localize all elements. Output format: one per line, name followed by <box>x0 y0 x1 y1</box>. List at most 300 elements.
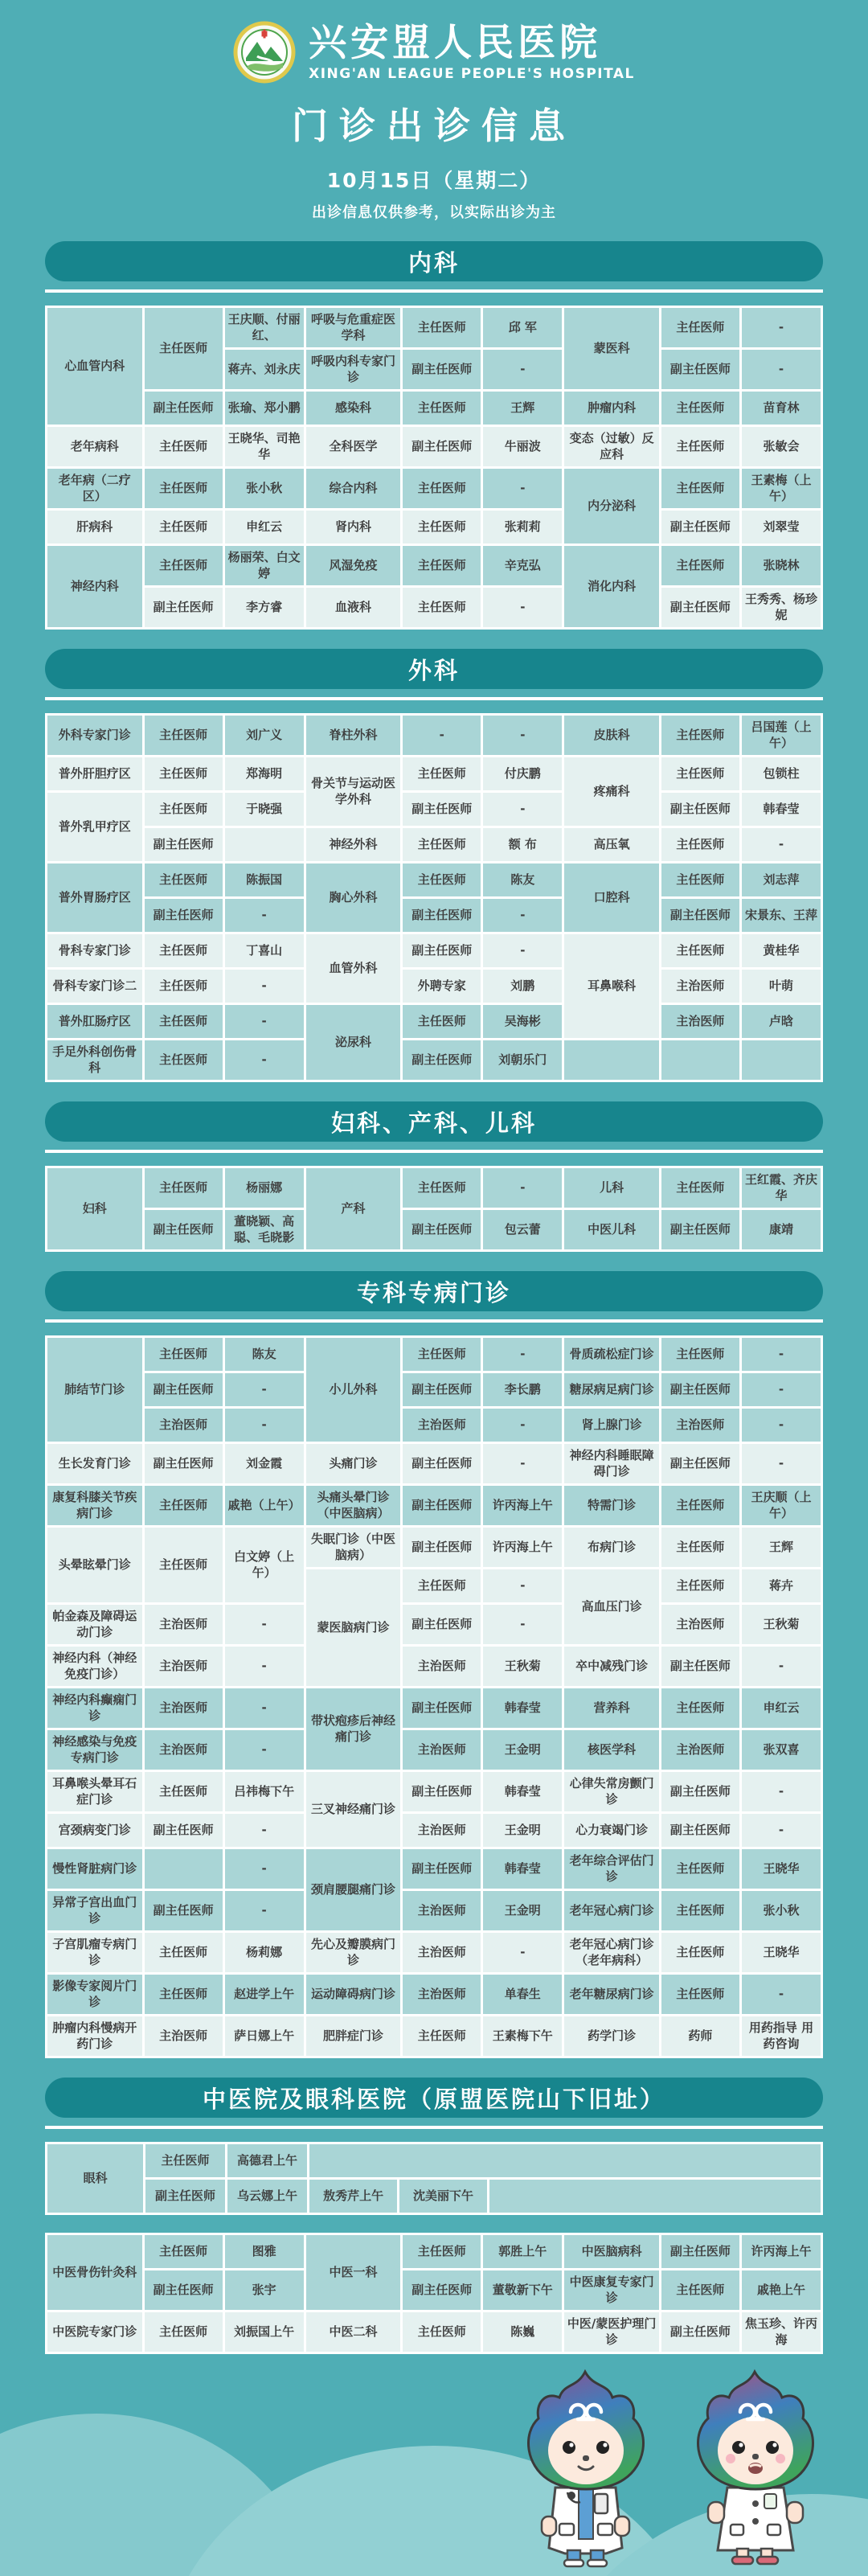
section-divider <box>45 1150 823 1153</box>
table-row <box>47 546 821 585</box>
cell: 包云蕾 <box>483 1210 562 1249</box>
cell: 主任医师 <box>145 1933 223 1972</box>
cell: 主治医师 <box>661 970 739 1003</box>
cell: 主治医师 <box>403 1647 481 1686</box>
cell: 老年病科 <box>47 427 142 466</box>
cell: 宫颈病变门诊 <box>47 1814 142 1847</box>
table-row <box>47 1528 821 1567</box>
cell: 肥胖症门诊 <box>306 2016 401 2056</box>
eye-hospital-table <box>45 2142 823 2215</box>
cell: 主任医师 <box>661 1891 739 1930</box>
cell: 三叉神经痛门诊 <box>306 1772 401 1847</box>
cell: 副主任医师 <box>403 350 481 389</box>
cell: 主任医师 <box>403 588 481 627</box>
cell: 主治医师 <box>661 1730 739 1770</box>
cell: 主任医师 <box>145 546 223 585</box>
cell: 小儿外科 <box>306 1338 401 1442</box>
cell: 主任医师 <box>661 427 739 466</box>
cell: 张小秋 <box>742 1891 821 1930</box>
cell: 刘鹏 <box>483 970 562 1003</box>
cell: 呼吸与危重症医学科 <box>306 308 401 347</box>
cell: 主任医师 <box>145 934 223 967</box>
cell: 王庆顺、付丽红、 <box>225 308 304 347</box>
cell: 陈振国 <box>225 863 304 896</box>
cell: - <box>483 1338 562 1371</box>
cell: 血管外科 <box>306 934 401 1003</box>
cell: 眼科 <box>47 2144 143 2213</box>
cell: 王素梅下午 <box>483 2016 562 2056</box>
cell: 副主任医师 <box>661 1444 739 1483</box>
cell: 申红云 <box>742 1688 821 1728</box>
cell: 高压氧 <box>564 828 659 861</box>
cell: 王晓华 <box>742 1849 821 1889</box>
cell: 杨丽荣、白文婷 <box>225 546 304 585</box>
cell: 中医/蒙医护理门诊 <box>564 2312 659 2352</box>
hospital-logo-icon <box>233 21 296 84</box>
cell: 许丙海上午 <box>742 2235 821 2268</box>
cell: 苗育林 <box>742 392 821 425</box>
cell: 老年病（二疗区） <box>47 469 142 508</box>
cell: 主任医师 <box>661 1338 739 1371</box>
cell: 主任医师 <box>145 970 223 1003</box>
cell: 副主任医师 <box>661 899 739 932</box>
cell: 单春生 <box>483 1975 562 2014</box>
cell: 主治医师 <box>145 1688 223 1728</box>
cell: 肿瘤内科 <box>564 392 659 425</box>
cell: 张宇 <box>225 2270 304 2310</box>
cell: - <box>225 1005 304 1038</box>
cell: 骨关节与运动医学外科 <box>306 757 401 826</box>
cell <box>489 2180 821 2213</box>
table-row <box>47 1409 821 1442</box>
cell: 吕祎梅下午 <box>225 1772 304 1811</box>
cell: 中医一科 <box>306 2235 401 2310</box>
cell: 蒋卉 <box>742 1569 821 1602</box>
cell: 副主任医师 <box>403 1849 481 1889</box>
section-title: 内科 <box>45 241 823 281</box>
table-row <box>47 1814 821 1847</box>
cell: 颈肩腰腿痛门诊 <box>306 1849 401 1930</box>
cell: 主任医师 <box>403 863 481 896</box>
cell: 主治医师 <box>403 1730 481 1770</box>
table-row <box>47 511 821 544</box>
footer <box>0 2357 868 2576</box>
cell: 副主任医师 <box>145 1891 223 1930</box>
cell: 外科专家门诊 <box>47 716 142 755</box>
cell: 主任医师 <box>403 308 481 347</box>
table-row <box>47 1444 821 1483</box>
cell: 副主任医师 <box>145 1373 223 1406</box>
cell: 副主任医师 <box>661 2312 739 2352</box>
cell: 副主任医师 <box>403 1486 481 1525</box>
schedule-date: 10月15日（星期二） <box>326 169 542 192</box>
cell: 营养科 <box>564 1688 659 1728</box>
cell: - <box>483 716 562 755</box>
cell: 主任医师 <box>661 546 739 585</box>
cell: 蒙医科 <box>564 308 659 389</box>
cell: 主任医师 <box>145 1772 223 1811</box>
specialty-clinic-table <box>45 1335 823 2058</box>
cell: 心力衰竭门诊 <box>564 1814 659 1847</box>
cell: 副主任医师 <box>661 1210 739 1249</box>
cell: - <box>742 1647 821 1686</box>
cell: 副主任医师 <box>145 899 223 932</box>
cell: 吕国莲（上午） <box>742 716 821 755</box>
cell: 张小秋 <box>225 469 304 508</box>
cell: 副主任医师 <box>403 1210 481 1249</box>
cell: 主治医师 <box>661 1005 739 1038</box>
cell: 郑海明 <box>225 757 304 790</box>
cell: 副主任医师 <box>403 1688 481 1728</box>
mascots <box>511 2367 829 2568</box>
cell: 副主任医师 <box>403 2270 481 2310</box>
cell: 中医院专家门诊 <box>47 2312 142 2352</box>
cell: - <box>225 1409 304 1442</box>
cell: 主任医师 <box>661 1569 739 1602</box>
cell: 主任医师 <box>403 2235 481 2268</box>
table-row <box>47 392 821 425</box>
table-row <box>47 308 821 347</box>
section-1 <box>45 241 823 630</box>
cell: 子宫肌瘤专病门诊 <box>47 1933 142 1972</box>
cell: 消化内科 <box>564 546 659 627</box>
cell: 丁喜山 <box>225 934 304 967</box>
cell: 老年冠心病门诊 <box>564 1891 659 1930</box>
table-row <box>47 1933 821 1972</box>
cell: 主治医师 <box>145 2016 223 2056</box>
cell: 运动障碍病门诊 <box>306 1975 401 2014</box>
cell: 卒中减残门诊 <box>564 1647 659 1686</box>
cell: - <box>483 1409 562 1442</box>
table-row <box>47 1730 821 1770</box>
cell: 主治医师 <box>403 1409 481 1442</box>
cell: 普外肛肠疗区 <box>47 1005 142 1038</box>
gyn-obs-ped-table <box>45 1166 823 1252</box>
cell: 主任医师 <box>661 392 739 425</box>
cell: 副主任医师 <box>145 392 223 425</box>
cell: 心血管内科 <box>47 308 142 425</box>
cell: 许丙海上午 <box>483 1486 562 1525</box>
cell: 神经内科（神经免疫门诊） <box>47 1647 142 1686</box>
cell: 王金明 <box>483 1891 562 1930</box>
table-row <box>47 1975 821 2014</box>
cell: 儿科 <box>564 1168 659 1208</box>
cell: 主任医师 <box>145 1528 223 1602</box>
cell: - <box>742 1409 821 1442</box>
cell: 副主任医师 <box>661 1373 739 1406</box>
table-row <box>47 2270 821 2310</box>
cell: 耳鼻喉头晕耳石症门诊 <box>47 1772 142 1811</box>
section-divider <box>45 2126 823 2129</box>
cell: 肾上腺门诊 <box>564 1409 659 1442</box>
cell: 主任医师 <box>145 469 223 508</box>
cell: - <box>483 588 562 627</box>
cell: 中医康复专家门诊 <box>564 2270 659 2310</box>
cell: 肾内科 <box>306 511 401 544</box>
cell: 焦玉珍、许丙海 <box>742 2312 821 2352</box>
cell: 肝病科 <box>47 511 142 544</box>
cell: 主治医师 <box>403 1891 481 1930</box>
cell: 高德君上午 <box>227 2144 307 2177</box>
cell: 带状疱疹后神经痛门诊 <box>306 1688 401 1770</box>
table-row <box>47 1891 821 1930</box>
cell: 主任医师 <box>661 1975 739 2014</box>
page-title: 门诊出诊信息 <box>291 105 576 147</box>
cell: 王金明 <box>483 1814 562 1847</box>
table-row <box>47 2016 821 2056</box>
cell: 主任医师 <box>403 1569 481 1602</box>
cell: 变态（过敏）反应科 <box>564 427 659 466</box>
cell: 王晓华 <box>742 1933 821 1972</box>
cell: 副主任医师 <box>661 1772 739 1811</box>
cell: 刘翠莹 <box>742 511 821 544</box>
cell: 主任医师 <box>661 1849 739 1889</box>
cell: 主任医师 <box>145 2144 224 2177</box>
cell: 神经感染与免疫专病门诊 <box>47 1730 142 1770</box>
cell: 药学门诊 <box>564 2016 659 2056</box>
section-title: 中医院及眼科医院（原盟医院山下旧址） <box>45 2078 823 2118</box>
cell: 感染科 <box>306 392 401 425</box>
cell: 普外肝胆疗区 <box>47 757 142 790</box>
table-row <box>47 828 821 861</box>
cell: 王辉 <box>483 392 562 425</box>
cell: - <box>483 899 562 932</box>
cell: 副主任医师 <box>403 899 481 932</box>
cell: - <box>225 1814 304 1847</box>
cell: 风湿免疫 <box>306 546 401 585</box>
cell: 刘振国上午 <box>225 2312 304 2352</box>
cell: 主任医师 <box>661 308 739 347</box>
cell: 主任医师 <box>145 1338 223 1371</box>
cell: 牛丽波 <box>483 427 562 466</box>
cell <box>742 1040 821 1080</box>
cell: 副主任医师 <box>403 1528 481 1567</box>
cell: 内分泌科 <box>564 469 659 544</box>
cell: 主任医师 <box>145 1975 223 2014</box>
cell: 刘广义 <box>225 716 304 755</box>
cell: 主任医师 <box>661 1933 739 1972</box>
table-row <box>47 1168 821 1208</box>
section-2 <box>45 649 823 1082</box>
cell: 王辉 <box>742 1528 821 1567</box>
cell: 老年冠心病门诊（老年病科） <box>564 1933 659 1972</box>
cell: 副主任医师 <box>145 1210 223 1249</box>
cell: 副主任医师 <box>403 1373 481 1406</box>
cell: - <box>225 1373 304 1406</box>
cell: 普外乳甲疗区 <box>47 793 142 861</box>
cell: 中医二科 <box>306 2312 401 2352</box>
table-row <box>47 863 821 896</box>
header <box>0 0 868 222</box>
cell: 主任医师 <box>145 427 223 466</box>
cell: - <box>225 1688 304 1728</box>
cell: 胸心外科 <box>306 863 401 932</box>
cell: - <box>742 828 821 861</box>
cell: 头痛门诊 <box>306 1444 401 1483</box>
cell: 李长鹏 <box>483 1373 562 1406</box>
cell: 韩春莹 <box>483 1688 562 1728</box>
cell: 肿瘤内科慢病开药门诊 <box>47 2016 142 2056</box>
cell: 主任医师 <box>145 793 223 826</box>
cell: 主任医师 <box>661 828 739 861</box>
section-divider <box>45 1319 823 1323</box>
cell: - <box>742 1814 821 1847</box>
cell: 失眠门诊（中医脑病） <box>306 1528 401 1567</box>
cell: 康靖 <box>742 1210 821 1249</box>
table-row <box>47 1688 821 1728</box>
cell: 戚艳上午 <box>742 2270 821 2310</box>
cell: 头晕眩晕门诊 <box>47 1528 142 1602</box>
cell: 副主任医师 <box>145 2270 223 2310</box>
cell: 副主任医师 <box>403 1444 481 1483</box>
table-row <box>47 1605 821 1644</box>
table-row <box>47 427 821 466</box>
brand-names <box>309 20 635 83</box>
cell: 张晓林 <box>742 546 821 585</box>
section-3 <box>45 1101 823 1252</box>
cell: 副主任医师 <box>661 2235 739 2268</box>
section-4 <box>45 1271 823 2058</box>
cell: 副主任医师 <box>661 793 739 826</box>
cell <box>225 828 304 861</box>
cell: - <box>742 1772 821 1811</box>
cell: 用药指导 用药咨询 <box>742 2016 821 2056</box>
cell: 老年综合评估门诊 <box>564 1849 659 1889</box>
cell: - <box>225 1891 304 1930</box>
cell: 陈友 <box>225 1338 304 1371</box>
cell: 骨科专家门诊 <box>47 934 142 967</box>
cell: 全科医学 <box>306 427 401 466</box>
cell: 副主任医师 <box>661 588 739 627</box>
cell: 宋景东、王萍 <box>742 899 821 932</box>
cell: 主任医师 <box>145 1168 223 1208</box>
cell: 副主任医师 <box>403 1772 481 1811</box>
surgery-table <box>45 713 823 1082</box>
cell: 主治医师 <box>145 1647 223 1686</box>
cell: 主任医师 <box>403 2312 481 2352</box>
cell: 综合内科 <box>306 469 401 508</box>
cell: 呼吸内科专家门诊 <box>306 350 401 389</box>
cell: 老年糖尿病门诊 <box>564 1975 659 2014</box>
cell: 主任医师 <box>403 392 481 425</box>
cell: - <box>483 1444 562 1483</box>
cell: - <box>742 350 821 389</box>
nurse-mascot <box>681 2367 829 2568</box>
cell: 主任医师 <box>403 546 481 585</box>
cell: 副主任医师 <box>403 793 481 826</box>
cell: 主任医师 <box>403 1168 481 1208</box>
cell: 张莉莉 <box>483 511 562 544</box>
table-row <box>47 1338 821 1371</box>
cell: 萨日娜上午 <box>225 2016 304 2056</box>
cell: 王秋菊 <box>742 1605 821 1644</box>
cell: 郭胜上午 <box>483 2235 562 2268</box>
cell: 糖尿病足病门诊 <box>564 1373 659 1406</box>
cell: 主任医师 <box>403 1338 481 1371</box>
cell: 主任医师 <box>403 828 481 861</box>
cell: 主任医师 <box>145 2235 223 2268</box>
cell: 主任医师 <box>661 1528 739 1567</box>
cell: 李方睿 <box>225 588 304 627</box>
cell: 戚艳（上午） <box>225 1486 304 1525</box>
cell: 卢晗 <box>742 1005 821 1038</box>
cell: 生长发育门诊 <box>47 1444 142 1483</box>
cell: 主任医师 <box>661 757 739 790</box>
cell: 主任医师 <box>403 2016 481 2056</box>
cell: 付庆鹏 <box>483 757 562 790</box>
cell: - <box>483 934 562 967</box>
brand-row <box>0 21 868 84</box>
cell: 主任医师 <box>145 757 223 790</box>
cell: 口腔科 <box>564 863 659 932</box>
cell: 副主任医师 <box>403 427 481 466</box>
cell <box>145 1849 223 1889</box>
cell: 中医儿科 <box>564 1210 659 1249</box>
cell: 副主任医师 <box>145 588 223 627</box>
schedule-sections <box>0 222 868 2354</box>
section-divider <box>45 289 823 293</box>
cell: 张敏会 <box>742 427 821 466</box>
cell: 外聘专家 <box>403 970 481 1003</box>
cell <box>309 2144 821 2177</box>
cell: 韩春莹 <box>483 1772 562 1811</box>
cell: - <box>742 1975 821 2014</box>
cell: 乌云娜上午 <box>227 2180 307 2213</box>
cell: 主治医师 <box>145 1605 223 1644</box>
cell: 布病门诊 <box>564 1528 659 1567</box>
cell: - <box>742 1373 821 1406</box>
cell: 董敬新下午 <box>483 2270 562 2310</box>
cell: 主治医师 <box>145 1409 223 1442</box>
cell: 主任医师 <box>145 1005 223 1038</box>
hospital-name-en: XING'AN LEAGUE PEOPLE'S HOSPITAL <box>309 66 635 83</box>
cell: 副主任医师 <box>403 1040 481 1080</box>
cell: 王金明 <box>483 1730 562 1770</box>
cell: 陈巍 <box>483 2312 562 2352</box>
cell: 主任医师 <box>145 2312 223 2352</box>
cell: 韩春莹 <box>742 793 821 826</box>
cell: - <box>483 350 562 389</box>
cell: 副主任医师 <box>661 1647 739 1686</box>
hospital-name: 兴安盟人民医院 <box>309 20 602 65</box>
cell: 脊柱外科 <box>306 716 401 755</box>
cell: - <box>225 1647 304 1686</box>
cell: 副主任医师 <box>661 511 739 544</box>
cell: 王庆顺（上午） <box>742 1486 821 1525</box>
cell: 蒋卉、刘永庆 <box>225 350 304 389</box>
cell: 主任医师 <box>661 863 739 896</box>
cell: 主治医师 <box>661 1409 739 1442</box>
cell: 骨质疏松症门诊 <box>564 1338 659 1371</box>
cell: 康复科膝关节疾病门诊 <box>47 1486 142 1525</box>
cell: 副主任医师 <box>661 1814 739 1847</box>
cell: 辛克弘 <box>483 546 562 585</box>
cell: 神经内科睡眠障碍门诊 <box>564 1444 659 1483</box>
cell: 许丙海上午 <box>483 1528 562 1567</box>
table-row <box>47 757 821 790</box>
cell: - <box>225 970 304 1003</box>
cell: 先心及瓣膜病门诊 <box>306 1933 401 1972</box>
cell: 王素梅（上午） <box>742 469 821 508</box>
cell: 主任医师 <box>661 1486 739 1525</box>
cell: - <box>742 1338 821 1371</box>
cell: 赵进学上午 <box>225 1975 304 2014</box>
cell: 邱 军 <box>483 308 562 347</box>
cell: 包锁柱 <box>742 757 821 790</box>
cell: 中医骨伤针灸科 <box>47 2235 142 2310</box>
cell: 额 布 <box>483 828 562 861</box>
cell: 副主任医师 <box>403 1605 481 1644</box>
